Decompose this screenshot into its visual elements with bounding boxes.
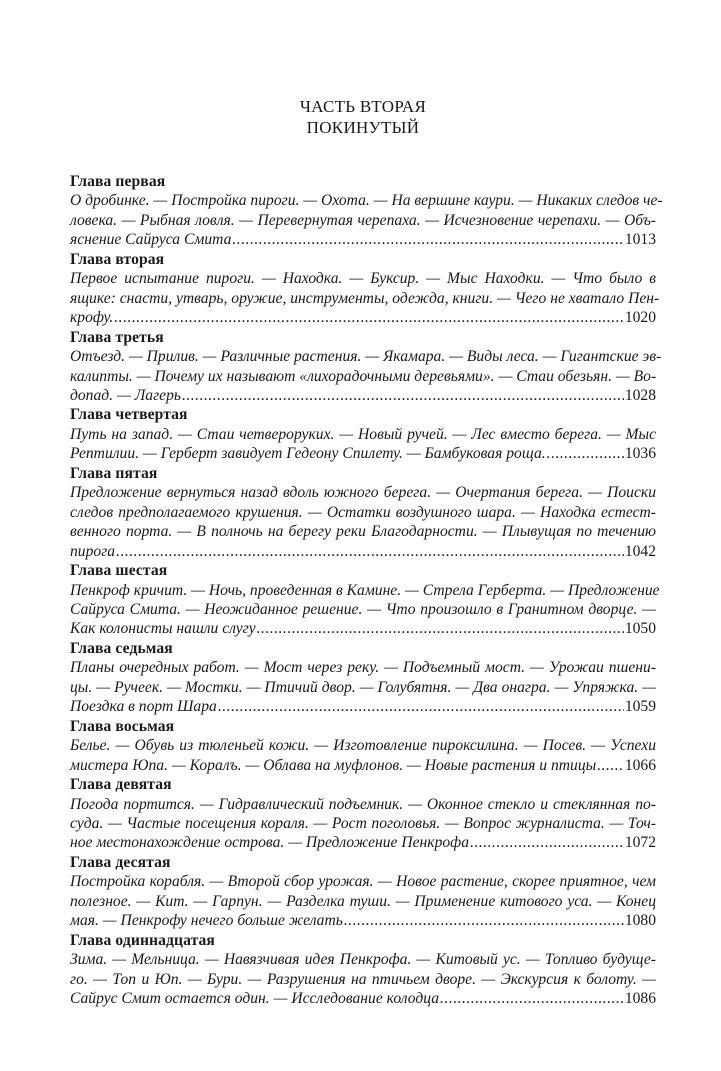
chapter-summary-line: полезное. — Кит. — Гарпун. — Разделка туши. — Применение китового уса. — Конец	[70, 892, 656, 910]
page-number[interactable]: 1080	[624, 912, 656, 930]
table-of-contents	[70, 172, 663, 1008]
chapter-summary-line: Зима. — Мельница. — Навязчивая идея Пенкрофа. — Китовый ус. — Топливо будуще-	[70, 951, 656, 969]
chapter-summary-line: О дробинке. — Постройка пироги. — Охота. — На вершине каури. — Никаких следов че-	[70, 192, 663, 210]
chapter-summary-last-line	[70, 542, 656, 561]
dot-leader	[114, 308, 624, 327]
part-subtitle: ПОКИНУТЫЙ	[306, 118, 420, 137]
toc-entry[interactable]	[70, 931, 656, 1009]
chapter-summary-end: мистера Юпа. — Коралъ. — Облава на муфлонов. — Новые растения и птицы	[70, 756, 597, 774]
chapter-summary-line: Белье. — Обувь из тюленьей кожи. — Изготовление пироксилина. — Посев. — Успехи	[70, 737, 656, 755]
chapter-summary-line: Планы очередных работ. — Мост через реку. — Подъемный мост. — Урожаи пшени-	[70, 659, 656, 677]
page-number[interactable]: 1020	[624, 309, 656, 327]
chapter-summary-last-line	[70, 444, 656, 463]
chapter-summary-end: пирога	[70, 542, 116, 560]
toc-entry[interactable]	[70, 250, 660, 328]
chapter-summary-end: яснение Сайруса Смита	[70, 231, 232, 249]
page-number[interactable]: 1042	[624, 542, 656, 560]
toc-page	[70, 96, 663, 1008]
page-number[interactable]: 1050	[624, 620, 656, 638]
chapter-summary-line: Пенкроф кричит. — Ночь, проведенная в Камине. — Стрела Герберта. — Предложение	[70, 581, 660, 599]
dot-leader	[547, 444, 624, 463]
chapter-summary-line: следов предполагаемого крушения. — Остатки воздушного шара. — Находка естест-	[70, 503, 656, 521]
chapter-summary-last-line	[70, 989, 656, 1008]
chapter-summary-last-line	[70, 386, 656, 405]
chapter-summary-end: ное местонахождение острова. — Предложение Пенкрофа	[70, 834, 470, 852]
dot-leader	[440, 989, 624, 1008]
dot-leader	[470, 833, 624, 852]
toc-entry[interactable]	[70, 561, 660, 639]
chapter-summary-last-line	[70, 230, 656, 249]
chapter-summary-line: Отъезд. — Прилив. — Различные растения. — Якамара. — Виды леса. — Гигантские эв-	[70, 348, 662, 366]
chapter-summary-line: Первое испытание пироги. — Находка. — Буксир. — Мыс Находки. — Что было в	[70, 270, 656, 288]
dot-leader	[344, 911, 624, 930]
chapter-title[interactable]: Глава десятая	[70, 853, 171, 871]
toc-entry[interactable]	[70, 853, 656, 931]
chapter-summary-end: допад. — Лагерь	[70, 386, 181, 404]
dot-leader	[232, 230, 623, 249]
page-number[interactable]: 1086	[624, 990, 656, 1008]
dot-leader	[597, 756, 624, 775]
chapter-summary-end: Рептилии. — Герберт завидует Гедеону Спилету. — Бамбуковая роща.	[70, 445, 546, 463]
page-number[interactable]: 1066	[624, 756, 656, 774]
page-number[interactable]: 1013	[624, 231, 656, 249]
chapter-summary-line: Погода портится. — Гидравлический подъемник. — Оконное стекло и стеклянная по-	[70, 795, 656, 813]
toc-entry[interactable]	[70, 405, 656, 463]
toc-entry[interactable]	[70, 172, 663, 250]
chapter-title[interactable]: Глава пятая	[70, 464, 158, 482]
chapter-summary-last-line	[70, 756, 656, 775]
chapter-summary-end: Поездка в порт Шара	[70, 698, 217, 716]
chapter-summary-end: крофу.	[70, 309, 114, 327]
chapter-summary-last-line	[70, 697, 656, 716]
chapter-title[interactable]: Глава первая	[70, 173, 166, 190]
chapter-summary-line: ловека. — Рыбная ловля. — Перевернутая черепаха. — Исчезновение черепахи. — Объ-	[70, 211, 656, 229]
chapter-title[interactable]: Глава седьмая	[70, 639, 173, 657]
chapter-summary-end: Как колонисты нашли слугу	[70, 620, 256, 638]
chapter-title[interactable]: Глава одиннадцатая	[70, 931, 215, 949]
chapter-summary-line: цы. — Ручеек. — Мостки. — Птичий двор. — Голубятня. — Два онагра. — Упряжка. —	[70, 678, 656, 696]
chapter-summary-last-line	[70, 911, 656, 930]
page-number[interactable]: 1059	[624, 698, 656, 716]
chapter-title[interactable]: Глава четвертая	[70, 406, 188, 424]
part-title: ЧАСТЬ ВТОРАЯ	[299, 97, 427, 116]
chapter-summary-line: Постройка корабля. — Второй сбор урожая. — Новое растение, скорее приятное, чем	[70, 873, 656, 891]
chapter-summary-line: Предложение вернуться назад вдоль южного берега. — Очертания берега. — Поиски	[70, 484, 656, 502]
toc-entry[interactable]	[70, 639, 656, 717]
chapter-summary-line: суда. — Частые посещения кораля. — Рост поголовья. — Вопрос журналиста. — Точ-	[70, 814, 656, 832]
chapter-title[interactable]: Глава шестая	[70, 562, 168, 580]
dot-leader	[182, 386, 624, 405]
part-heading	[70, 96, 656, 138]
chapter-summary-end: мая. — Пенкрофу нечего больше желать	[70, 912, 343, 930]
chapter-summary-end: Сайрус Смит остается один. — Исследование колодца	[70, 990, 440, 1008]
chapter-summary-line: го. — Топ и Юп. — Бури. — Разрушения на птичьем дворе. — Экскурсия к болоту. —	[70, 970, 656, 988]
chapter-summary-last-line	[70, 833, 656, 852]
chapter-summary-line: Путь на запад. — Стаи четвероруких. — Новый ручей. — Лес вместо берега. — Мыс	[70, 425, 656, 443]
chapter-summary-line: Сайруса Смита. — Неожиданное решение. — Что произошло в Гранитном дворце. —	[70, 600, 656, 618]
chapter-summary-line: венного порта. — В полночь на берегу реки Благодарности. — Плывущая по течению	[70, 523, 656, 541]
toc-entry[interactable]	[70, 775, 656, 853]
toc-entry[interactable]	[70, 717, 656, 775]
chapter-summary-line: ящике: снасти, утварь, оружие, инструменты, одежда, книги. — Чего не хватало Пен-	[70, 289, 660, 307]
dot-leader	[116, 542, 624, 561]
chapter-title[interactable]: Глава девятая	[70, 776, 172, 794]
chapter-title[interactable]: Глава восьмая	[70, 717, 175, 735]
dot-leader	[218, 697, 624, 716]
chapter-summary-last-line	[70, 308, 656, 327]
chapter-title[interactable]: Глава третья	[70, 328, 164, 346]
chapter-summary-last-line	[70, 619, 656, 638]
chapter-summary-line: калипты. — Почему их называют «лихорадочными деревьями». — Стаи обезьян. — Во-	[70, 367, 657, 385]
page-number[interactable]: 1036	[624, 445, 656, 463]
toc-entry[interactable]	[70, 328, 662, 406]
page-number[interactable]: 1072	[624, 834, 656, 852]
chapter-title[interactable]: Глава вторая	[70, 250, 165, 268]
toc-entry[interactable]	[70, 464, 656, 561]
dot-leader	[257, 619, 624, 638]
page-number[interactable]: 1028	[624, 386, 656, 404]
